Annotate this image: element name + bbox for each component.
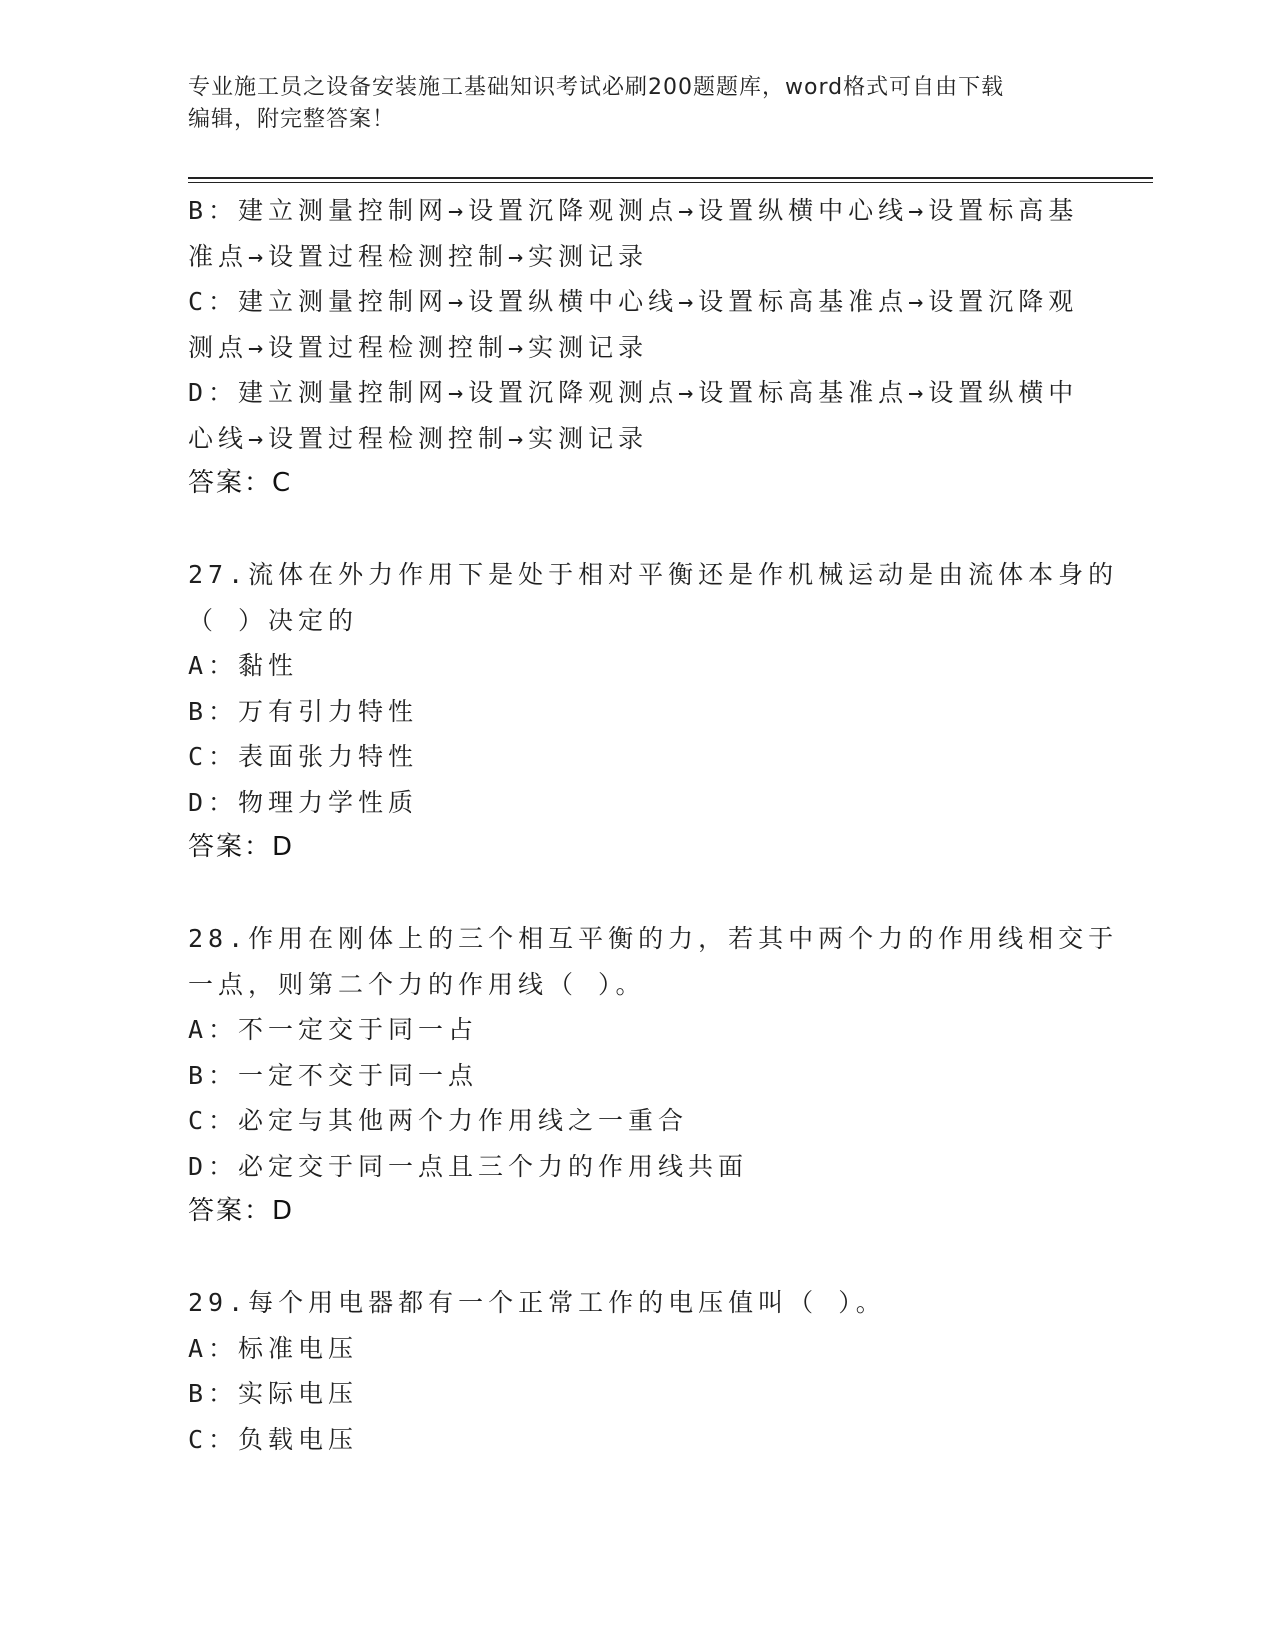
option-c-line-1: C：建立测量控制网→设置纵横中心线→设置标高基准点→设置沉降观 (188, 287, 1079, 316)
option-d: D：必定交于同一点且三个力的作用线共面 (188, 1151, 749, 1181)
option-c: C：负载电压 (188, 1424, 359, 1454)
header-title-line-1: 专业施工员之设备安装施工基础知识考试必刷200题题库，word格式可自由下载 (188, 75, 1005, 100)
header-title-line-2: 编辑，附完整答案！ (188, 107, 396, 132)
option-b: B：实际电压 (188, 1379, 359, 1408)
answer-28: 答案：D (188, 1196, 295, 1226)
question-26-tail (188, 188, 1088, 507)
header-divider-thick (188, 177, 1153, 179)
answer-26: 答案：C (188, 468, 293, 498)
question-stem-line-1: 28.作用在刚体上的三个相互平衡的力，若其中两个力的作用线相交于 (188, 924, 1119, 953)
option-b: B：一定不交于同一点 (188, 1060, 479, 1090)
option-c: C：必定与其他两个力作用线之一重合 (188, 1106, 689, 1135)
option-a: A：标准电压 (188, 1333, 359, 1363)
option-a: A：黏性 (188, 651, 299, 680)
option-a: A：不一定交于同一占 (188, 1015, 479, 1044)
spacer (188, 507, 1088, 553)
question-stem-line-1: 29.每个用电器都有一个正常工作的电压值叫（ ）。 (188, 1288, 886, 1317)
spacer (188, 1235, 1088, 1281)
option-b-line-1: B：建立测量控制网→设置沉降观测点→设置纵横中心线→设置标高基 (188, 196, 1079, 225)
question-29 (188, 1280, 1088, 1462)
question-stem-line-2: 一点，则第二个力的作用线（ ）。 (188, 969, 646, 999)
question-content (188, 188, 1119, 1462)
question-stem-line-2: （ ）决定的 (188, 605, 359, 635)
header-divider-thin (188, 182, 1153, 183)
question-27 (188, 552, 1119, 871)
spacer (188, 871, 1088, 917)
option-d: D：物理力学性质 (188, 787, 419, 817)
option-d-line-2: 心线→设置过程检测控制→实测记录 (188, 423, 649, 453)
option-b: B：万有引力特性 (188, 696, 419, 726)
answer-27: 答案：D (188, 832, 295, 862)
option-c: C：表面张力特性 (188, 742, 419, 771)
option-c-line-2: 测点→设置过程检测控制→实测记录 (188, 332, 649, 362)
document-header (188, 72, 1068, 136)
option-d-line-1: D：建立测量控制网→设置沉降观测点→设置标高基准点→设置纵横中 (188, 378, 1079, 407)
question-stem-line-1: 27.流体在外力作用下是处于相对平衡还是作机械运动是由流体本身的 (188, 560, 1119, 589)
question-28 (188, 916, 1119, 1235)
option-b-line-2: 准点→设置过程检测控制→实测记录 (188, 241, 649, 271)
